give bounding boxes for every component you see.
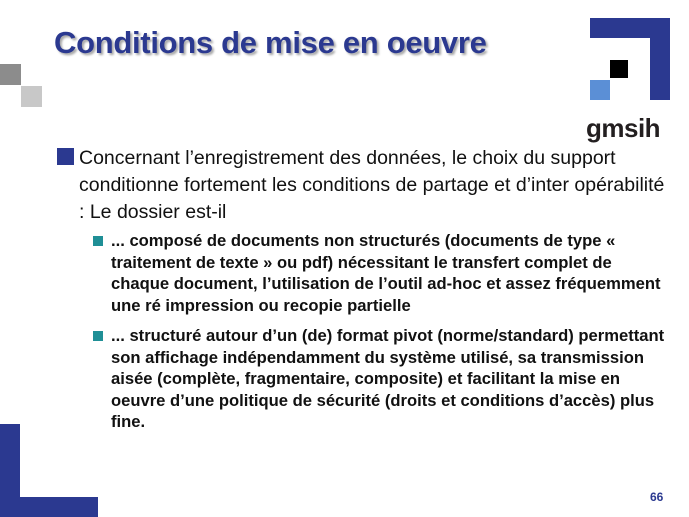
sub-bullet-marker-2 bbox=[93, 331, 103, 341]
sub-paragraph-1: ... composé de documents non structurés (documents de type « traitement de texte » ou pdf) nécessitant le transfert complet de chaque document, l’utilisation de l’outil ad-hoc et assez fréquemment une ré impression ou recopie partielle bbox=[111, 231, 661, 315]
main-bullet-marker bbox=[57, 148, 74, 165]
main-paragraph: Concernant l’enregistrement des données, le choix du support conditionne fortement les conditions de partage et d’inter opérabilité : Le dossier est-il bbox=[79, 147, 665, 223]
decorative-square-dark bbox=[0, 64, 21, 85]
slide-title: Conditions de mise en oeuvre bbox=[54, 25, 487, 60]
gmsih-logo-text: gmsih bbox=[586, 113, 661, 143]
decorative-square-light bbox=[21, 86, 42, 107]
sub-bullet-marker-1 bbox=[93, 236, 103, 246]
sub-paragraph-2: ... structuré autour d’un (de) format pivot (norme/standard) permettant son affichage indépendamment du système utilisé, sa transmission aisée (complète, fragmentaire, composite) et facilitant la mise en oeuvre d’une politique de sécurité (droits et conditions d’accès) plus fine. bbox=[111, 326, 665, 431]
page-number: 66 bbox=[650, 490, 664, 504]
corner-bracket-horizontal bbox=[0, 497, 98, 517]
